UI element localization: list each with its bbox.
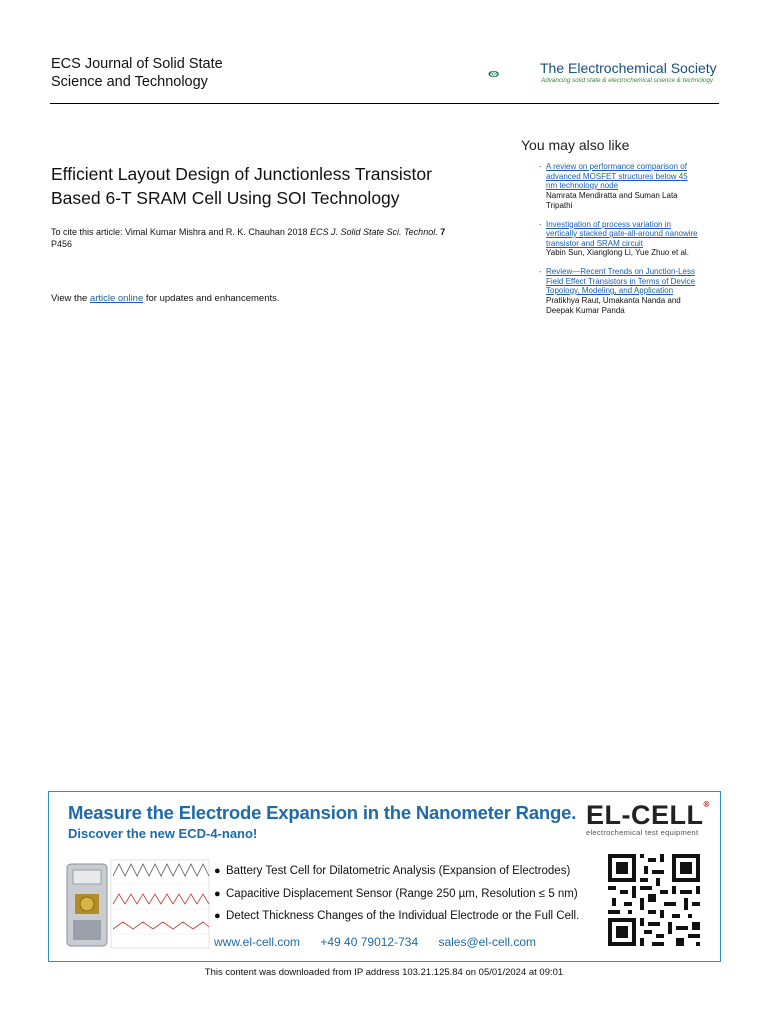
list-dash: - <box>539 267 542 276</box>
related-article-2-authors: Yabin Sun, Xianglong Li, Yue Zhuo et al. <box>546 248 689 257</box>
related-article-2-link[interactable]: Investigation of process variation in vertically stacked gate-all-around nanowire transistor and SRAM circuit <box>546 219 698 248</box>
ecd-device-illustration-icon <box>63 854 213 954</box>
citation-volume: 7 <box>440 227 446 237</box>
list-dash: - <box>539 162 542 171</box>
article-title <box>51 162 521 210</box>
society-tagline: Advancing solid state & electrochemical science & technology <box>541 77 714 84</box>
related-article-1-authors: Namrata Mendiratta and Suman Lata Tripathi <box>546 190 678 210</box>
journal-name-line2: Science and Technology <box>51 74 208 90</box>
society-name: The Electrochemical Society <box>540 60 717 76</box>
article-online-link[interactable]: article online <box>89 293 144 304</box>
related-article-3-link[interactable]: Review—Recent Trends on Junction-Less Field Effect Transistors in Terms of Device Topology, Modeling, and Application <box>546 267 696 295</box>
related-article-3-authors: Pratikhya Raut, Umakanta Nanda and Deepak Kumar Panda <box>546 295 681 315</box>
citation-page: P456 <box>51 238 73 249</box>
citation <box>51 227 511 250</box>
ecs-logo-icon[interactable] <box>488 56 540 92</box>
qr-code-icon[interactable] <box>608 854 700 946</box>
ad-headline: Measure the Electrode Expansion in the Nanometer Range. <box>68 802 577 823</box>
ad-email-link[interactable]: sales@el-cell.com <box>438 935 537 949</box>
download-footer: This content was downloaded from IP address 103.21.125.84 on 05/01/2024 at 09:01 <box>204 967 564 978</box>
view-online-line: View the article online for updates and enhancements. <box>51 293 280 304</box>
article-title-line2: Based 6-T SRAM Cell Using SOI Technology <box>51 188 400 208</box>
related-article-1-link[interactable]: A review on performance comparison of advanced MOSFET structures below 45 nm technology node <box>546 162 688 190</box>
you-may-also-like-heading: You may also like <box>521 137 630 153</box>
related-articles-list <box>539 162 724 325</box>
ad-phone: +49 40 79012-734 <box>320 935 419 949</box>
el-cell-advertisement[interactable] <box>48 791 721 962</box>
list-dash: - <box>539 219 542 229</box>
header-divider <box>50 103 719 104</box>
ad-contact-line <box>214 935 553 949</box>
ad-subheadline: Discover the new ECD-4-nano! <box>68 826 258 841</box>
related-article-1 <box>539 162 724 211</box>
journal-name <box>51 55 223 91</box>
ad-feature-3: ● Detect Thickness Changes of the Individual Electrode or the Full Cell. <box>214 910 580 922</box>
citation-journal: ECS J. Solid State Sci. Technol. <box>309 227 438 237</box>
related-article-3 <box>539 267 724 316</box>
ecs-logo-letters: ECS <box>489 71 499 77</box>
journal-name-line1: ECS Journal of Solid State <box>51 56 223 72</box>
ad-feature-list <box>214 860 614 928</box>
el-cell-logo: EL-CELL® <box>586 800 710 830</box>
ad-feature-2: ● Capacitive Displacement Sensor (Range 250 µm, Resolution ≤ 5 nm) <box>214 887 578 900</box>
ad-feature-1: ● Battery Test Cell for Dilatometric Analysis (Expansion of Electrodes) <box>214 865 571 877</box>
el-cell-tagline: electrochemical test equipment <box>586 828 699 837</box>
citation-prefix: To cite this article: Vimal Kumar Mishra and R. K. Chauhan 2018 <box>51 227 310 237</box>
ad-website-link[interactable]: www.el-cell.com <box>214 935 301 949</box>
article-title-line1: Efficient Layout Design of Junctionless Transistor <box>51 164 432 184</box>
related-article-2 <box>539 220 724 259</box>
